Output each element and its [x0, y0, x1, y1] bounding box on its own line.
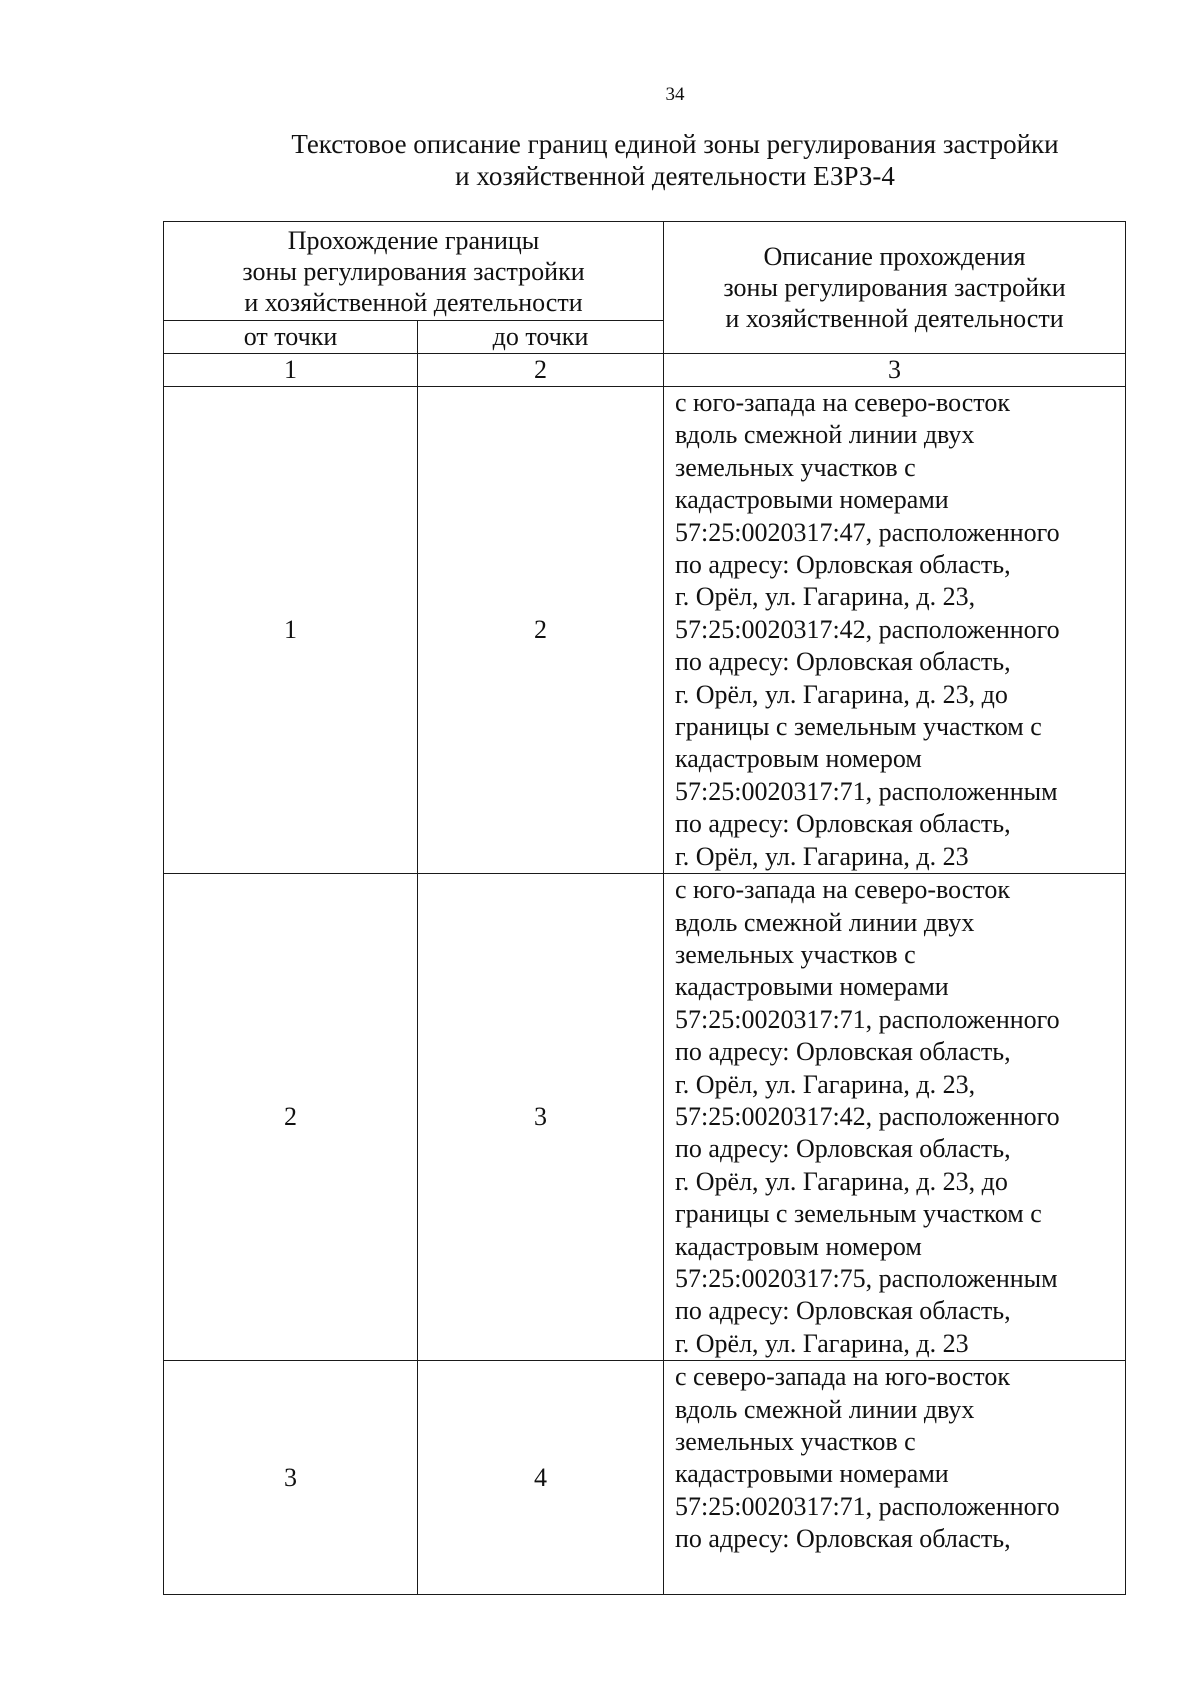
- header-group-line-2: зоны регулирования застройки: [242, 256, 585, 286]
- to-point-cell: 3: [418, 874, 664, 1361]
- header-group-line-3: и хозяйственной деятельности: [244, 287, 583, 317]
- to-point-cell: 4: [418, 1361, 664, 1595]
- description-cell: с юго-запада на северо-восток вдоль смежной линии двух земельных участков с кадастровыми номерами 57:25:0020317:47, расположенного по адресу: Орловская область, г. Орёл, ул. Гагарина, д. 23, 57:25:0020317:42, расположенного по адресу: Орловская область, г. Орёл, ул. Гагарина, д. 23, до границы с земельным участком с кадастровым номером 57:25:0020317:71, расположенным по адресу: Орловская область, г. Орёл, ул. Гагарина, д. 23: [664, 387, 1126, 874]
- column-number-2: 2: [418, 354, 664, 387]
- from-point-cell: 1: [164, 387, 418, 874]
- column-number-1: 1: [164, 354, 418, 387]
- boundary-table: [163, 221, 1126, 1595]
- header-desc-line-2: зоны регулирования застройки: [723, 273, 1066, 302]
- header-desc-line-1: Описание прохождения: [763, 242, 1026, 271]
- to-point-cell: 2: [418, 387, 664, 874]
- table-row: [164, 874, 1126, 1361]
- title-line-1: Текстовое описание границ единой зоны регулирования застройки: [291, 129, 1059, 159]
- header-group-line-1: Прохождение границы: [287, 225, 540, 255]
- document-title: [150, 128, 1200, 192]
- header-description: [664, 222, 1126, 354]
- from-point-cell: 2: [164, 874, 418, 1361]
- column-number-3: 3: [664, 354, 1126, 387]
- header-boundary-passage: [164, 222, 664, 321]
- description-cell: с юго-запада на северо-восток вдоль смежной линии двух земельных участков с кадастровыми номерами 57:25:0020317:71, расположенного по адресу: Орловская область, г. Орёл, ул. Гагарина, д. 23, 57:25:0020317:42, расположенного по адресу: Орловская область, г. Орёл, ул. Гагарина, д. 23, до границы с земельным участком с кадастровым номером 57:25:0020317:75, расположенным по адресу: Орловская область, г. Орёл, ул. Гагарина, д. 23: [664, 874, 1126, 1361]
- from-point-cell: 3: [164, 1361, 418, 1595]
- description-cell: с северо-запада на юго-восток вдоль смежной линии двух земельных участков с кадастровыми номерами 57:25:0020317:71, расположенного по адресу: Орловская область,: [664, 1361, 1126, 1595]
- header-desc-line-3: и хозяйственной деятельности: [725, 304, 1064, 333]
- page-number: 34: [665, 84, 685, 105]
- title-line-2: и хозяйственной деятельности ЕЗРЗ-4: [455, 161, 895, 191]
- table-row: [164, 1361, 1126, 1595]
- header-to-point: до точки: [418, 321, 664, 354]
- table-row: [164, 387, 1126, 874]
- header-from-point: от точки: [164, 321, 418, 354]
